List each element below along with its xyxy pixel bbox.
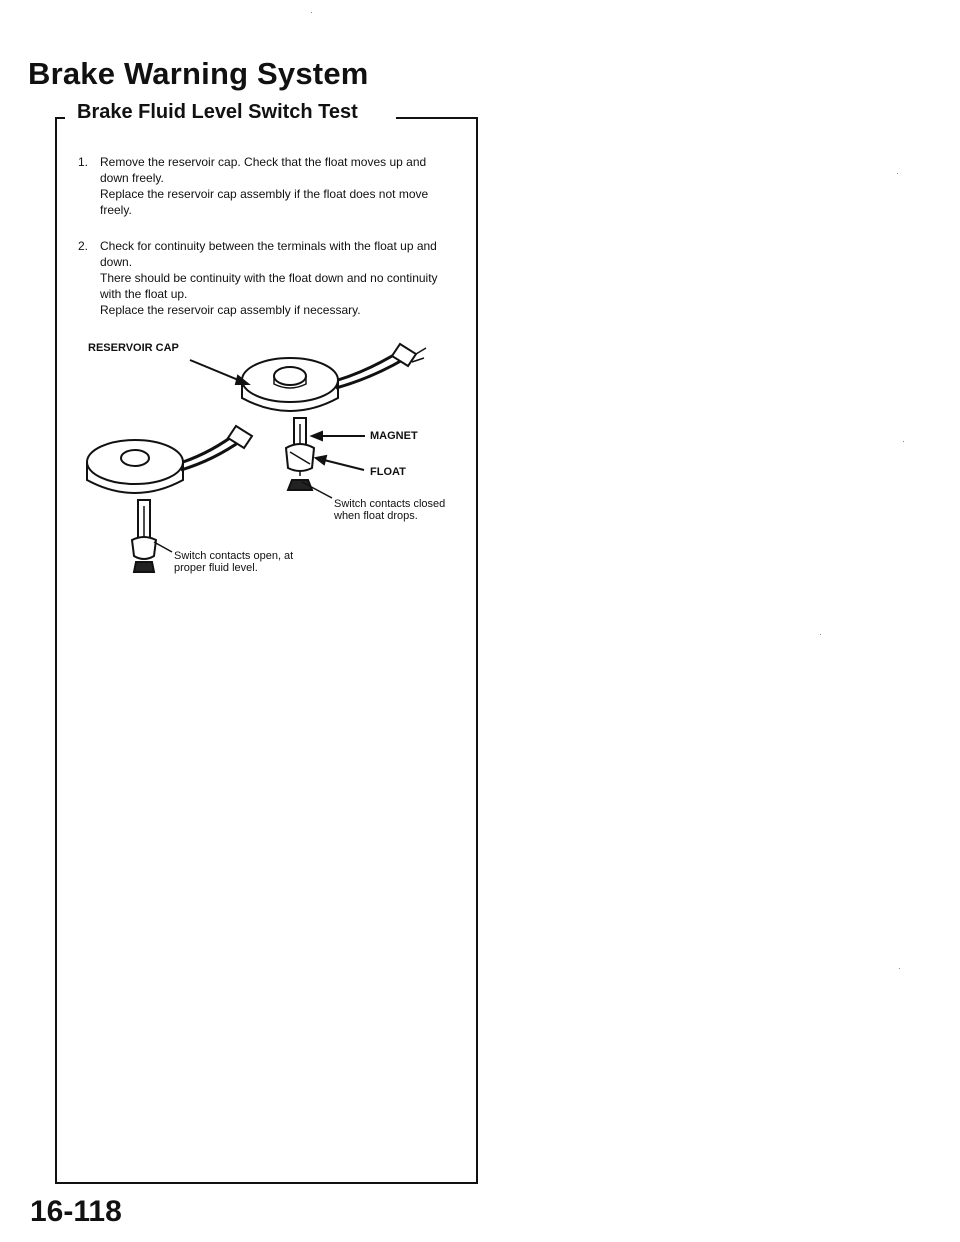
step-line: Replace the reservoir cap assembly if the float does not move freely. bbox=[100, 187, 429, 217]
scan-speck bbox=[820, 634, 821, 635]
scan-speck bbox=[903, 441, 904, 442]
section-title: Brake Fluid Level Switch Test bbox=[73, 101, 362, 124]
step-number: 1. bbox=[78, 155, 89, 169]
frame-top-edge-right bbox=[396, 117, 476, 119]
step-line: Replace the reservoir cap assembly if necessary. bbox=[100, 303, 361, 317]
page-number: 16-118 bbox=[30, 1195, 122, 1228]
closed-contacts-note: Switch contacts closed when float drops. bbox=[334, 498, 446, 522]
reservoir-cap-label: RESERVOIR CAP bbox=[88, 342, 179, 354]
procedure-step-2 bbox=[78, 238, 458, 318]
procedure-step-1 bbox=[78, 154, 458, 218]
magnet-label: MAGNET bbox=[370, 430, 418, 442]
step-number: 2. bbox=[78, 239, 89, 253]
step-line: Remove the reservoir cap. Check that the float moves up and down freely. bbox=[100, 155, 427, 185]
scan-speck bbox=[311, 12, 312, 13]
frame-top-edge-left bbox=[55, 117, 65, 119]
float-switch-diagram bbox=[80, 340, 460, 600]
step-line: Check for continuity between the terminals with the float up and down. bbox=[100, 239, 437, 269]
open-contacts-note: Switch contacts open, at proper fluid level. bbox=[174, 550, 294, 574]
step-line: There should be continuity with the float down and no continuity with the float up. bbox=[100, 271, 438, 301]
scan-speck bbox=[899, 968, 900, 969]
float-label: FLOAT bbox=[370, 466, 406, 478]
page-title: Brake Warning System bbox=[28, 56, 369, 91]
scan-speck bbox=[897, 173, 898, 174]
